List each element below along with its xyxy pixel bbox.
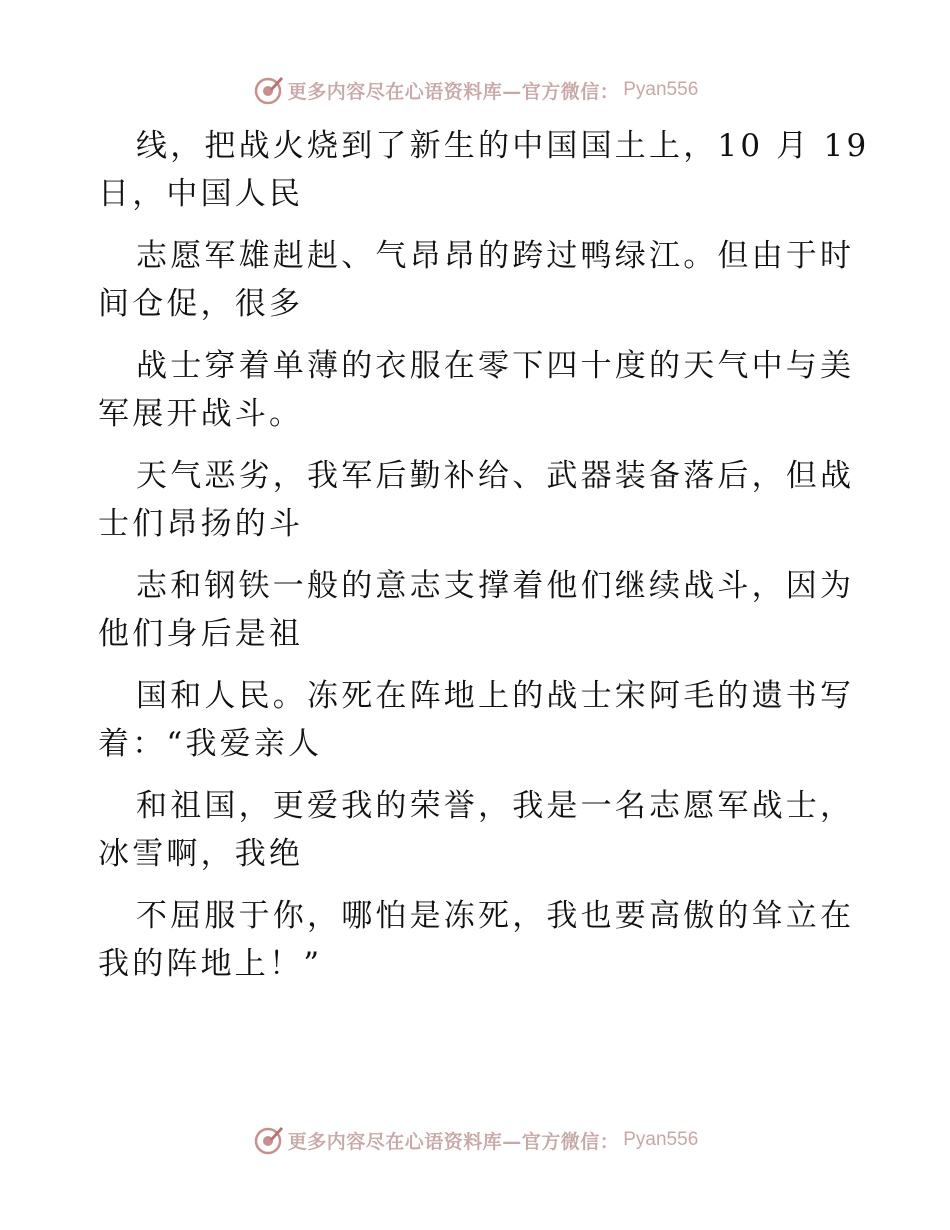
paragraph-line: 国和人民。冻死在阵地上的战士宋阿毛的遗书写: [136, 678, 855, 714]
paragraph-line: 我的阵地上！”: [98, 946, 323, 982]
paragraph: [98, 342, 858, 438]
pen-logo-icon: [252, 74, 284, 106]
paragraph: [98, 232, 858, 328]
paragraph: [98, 892, 858, 988]
paragraph-line: 战士穿着单薄的衣服在零下四十度的天气中与美: [136, 348, 855, 384]
paragraph-line: 志愿军雄赳赳、气昂昂的跨过鸭绿江。但由于时: [136, 238, 855, 274]
paragraph-line: 不屈服于你，哪怕是冻死，我也要高傲的耸立在: [136, 898, 855, 934]
paragraph: [98, 562, 858, 658]
footer-watermark: [0, 1120, 950, 1160]
paragraph-line: 间仓促，很多: [98, 286, 304, 322]
paragraph: [98, 452, 858, 548]
paragraph: [98, 122, 870, 218]
paragraph-line: 着：“我爱亲人: [98, 726, 323, 762]
paragraph-line: 军展开战斗。: [98, 396, 304, 432]
watermark-wechat-id: Pyan556: [623, 79, 699, 100]
paragraph: [98, 672, 858, 768]
pen-logo-icon: [252, 1124, 284, 1156]
header-watermark: [0, 70, 950, 110]
paragraph-line: 士们昂扬的斗: [98, 506, 304, 542]
watermark-text: 更多内容尽在心语资料库—官方微信：: [287, 80, 620, 103]
paragraph-line: 冰雪啊，我绝: [98, 836, 304, 872]
paragraph-line: 日，中国人民: [98, 176, 304, 212]
watermark-text: 更多内容尽在心语资料库—官方微信：: [287, 1130, 620, 1153]
paragraph-line: 他们身后是祖: [98, 616, 304, 652]
paragraph-line: 线，把战火烧到了新生的中国国土上，10 月 19: [136, 128, 870, 164]
watermark-wechat-id: Pyan556: [623, 1129, 699, 1150]
paragraph-line: 志和钢铁一般的意志支撑着他们继续战斗，因为: [136, 568, 855, 604]
paragraph-line: 天气恶劣，我军后勤补给、武器装备落后，但战: [136, 458, 855, 494]
paragraph-line: 和祖国，更爱我的荣誉，我是一名志愿军战士，: [136, 788, 855, 824]
paragraph: [98, 782, 858, 878]
document-body: [98, 122, 870, 988]
